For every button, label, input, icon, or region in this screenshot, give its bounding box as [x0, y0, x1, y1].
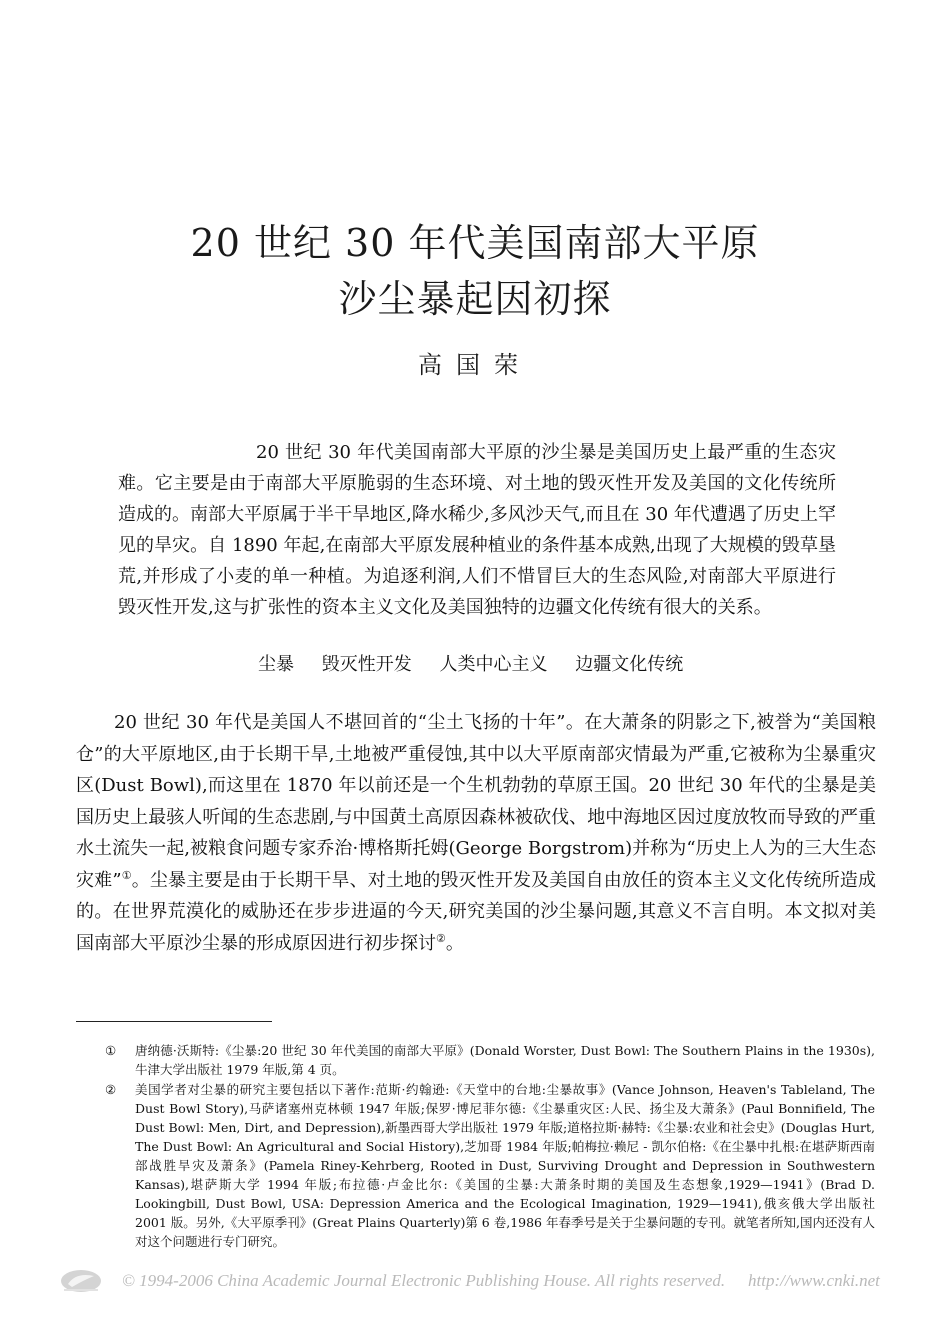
cnki-logo-icon — [58, 1268, 104, 1294]
footnote-2 — [105, 1080, 875, 1251]
keyword: 人类中心主义 — [439, 654, 548, 675]
footnote-mark: ② — [105, 1082, 117, 1097]
footnote-text: 美国学者对尘暴的研究主要包括以下著作:范斯·约翰逊:《天堂中的台地:尘暴故事》(Vance Johnson, Heaven's Tableland, The Dust Bowl Story),马萨诸塞州克林顿 1947 年版;保罗·博尼菲尔德:《尘暴重灾区:人民、扬尘及大萧条》(Paul Bonnifield, The Dust Bowl: Men, Dirt, and Depression),新墨西哥大学出版社 1979 年版;道格拉斯·赫特:《尘暴:农业和社会史》(Douglas Hurt, The Dust Bowl: An Agricultural and Social History),芝加哥 1984 年版;帕梅拉·赖尼 - 凯尔伯格:《在尘暴中扎根:在堪萨斯西南部战胜旱灾及萧条》(Pamela Riney-Kehrberg, Rooted in Dust, Surviving Drought and Depression in Southwestern Kansas),堪萨斯大学 1994 年版;布拉德·卢金比尔:《美国的尘暴:大萧条时期的美国及生态想象,1929—1941》(Brad D. Lookingbill, Dust Bowl, USA: Depression America and the Ecological Imagination, 1929—1941),俄亥俄大学出版社 2001 版。另外,《大平原季刊》(Great Plains Quarterly)第 6 卷,1986 年春季号是关于尘暴问题的专刊。就笔者所知,国内还没有人对这个问题进行专门研究。 — [135, 1082, 875, 1249]
keyword: 边疆文化传统 — [575, 654, 684, 675]
intro-text-part-1: 20 世纪 30 年代是美国人不堪回首的“尘土飞扬的十年”。在大萧条的阴影之下,被誉为“美国粮仓”的大平原地区,由于长期干旱,土地被严重侵蚀,其中以大平原南部灾情最为严重,它被称为尘暴重灾区(Dust Bowl),而这里在 1870 年以前还是一个生机勃勃的草原王国。20 世纪 30 年代的尘暴是美国历史上最骇人听闻的生态悲剧,与中国黄土高原因森林被砍伐、地中海地区因过度放牧而导致的严重水土流失一起,被粮食问题专家乔治·博格斯托姆(George Borgstrom)并称为“历史上人为的三大生态灾难” — [76, 712, 876, 891]
keyword: 毁灭性开发 — [321, 654, 412, 675]
footnote-ref-1[interactable]: ① — [121, 868, 132, 882]
keyword: 尘暴 — [258, 654, 294, 675]
footnote-mark: ① — [105, 1043, 117, 1058]
introduction-paragraph — [76, 707, 876, 959]
footnotes — [105, 1041, 875, 1252]
footnote-text: 唐纳德·沃斯特:《尘暴:20 世纪 30 年代美国的南部大平原》(Donald Worster, Dust Bowl: The Southern Plains in the 1930s),牛津大学出版社 1979 年版,第 4 页。 — [135, 1043, 875, 1077]
copyright-notice: © 1994-2006 China Academic Journal Electronic Publishing House. All rights reserved. — [122, 1271, 726, 1290]
author-name: 高国荣 — [418, 351, 532, 379]
publisher-footer — [58, 1268, 898, 1296]
footnote-divider — [76, 1021, 272, 1022]
cnki-link[interactable]: http://www.cnki.net — [748, 1271, 880, 1290]
article-title-line-1: 20 世纪 30 年代美国南部大平原 — [190, 221, 760, 265]
footnote-ref-2[interactable]: ② — [436, 931, 446, 945]
abstract: 20 世纪 30 年代美国南部大平原的沙尘暴是美国历史上最严重的生态灾难。它主要是由于南部大平原脆弱的生态环境、对土地的毁灭性开发及美国的文化传统所造成的。南部大平原属于半干旱地区,降水稀少,多风沙天气,而且在 30 年代遭遇了历史上罕见的旱灾。自 1890 年起,在南部大平原发展种植业的条件基本成熟,出现了大规模的毁草垦荒,并形成了小麦的单一种植。为追逐利润,人们不惜冒巨大的生态风险,对南部大平原进行毁灭性开发,这与扩张性的资本主义文化及美国独特的边疆文化传统有很大的关系。 — [118, 442, 836, 618]
keywords — [258, 651, 705, 679]
intro-text-part-2: 。尘暴主要是由于长期干旱、对土地的毁灭性开发及美国自由放任的资本主义文化传统所造成的。在世界荒漠化的威胁还在步步进逼的今天,研究美国的沙尘暴问题,其意义不言自明。本文拟对美国南部大平原沙尘暴的形成原因进行初步探讨 — [76, 869, 877, 954]
article-title-line-2: 沙尘暴起因初探 — [338, 277, 612, 321]
footnote-1 — [105, 1041, 875, 1079]
intro-text-part-3: 。 — [445, 932, 464, 954]
